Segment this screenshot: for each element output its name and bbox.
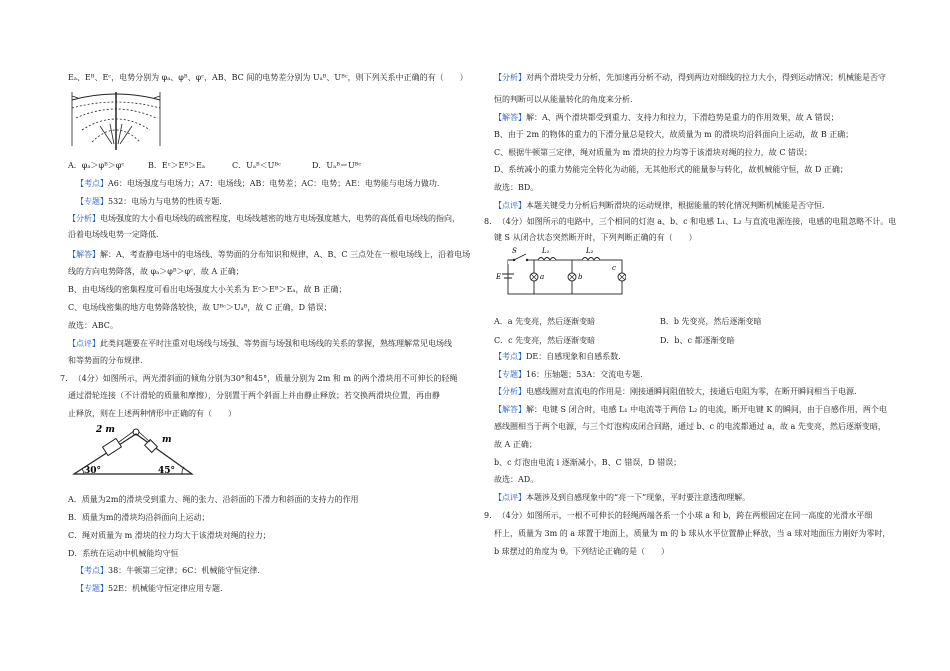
inclined-planes-figure — [70, 420, 194, 478]
q7-jieda-line-2: B、由于 2m 的物体的重力的下滑分量总是较大，故质量为 m 的滑块均沿斜面向上运动，故 B 正确； — [494, 130, 854, 139]
label-l1: L₁ — [542, 247, 550, 255]
kaodian-tag: 【考点】 — [76, 179, 108, 188]
label-l2: L₂ — [586, 247, 594, 255]
q8-jieda-line-2: 感线圈相当于两个电源，与三个灯泡构成闭合回路，通过 b、c 的电流都通过 a，故 a 先变亮，然后逐渐变暗， — [494, 422, 886, 431]
q7-option-a: A．质量为2m的滑块受到重力、绳的张力、沿斜面的下滑力和斜面的支持力的作用 — [68, 495, 359, 504]
q7-stem — [60, 373, 458, 384]
q6-dianping-line-2: 和等势面的分布规律. — [68, 356, 143, 365]
dianping-text: 此类问题要在平时注重对电场线与场强、等势面与场强和电场线的关系的掌握，熟练理解常见电场线 — [100, 339, 452, 348]
label-a: a — [540, 273, 545, 281]
q8-fenxi — [494, 386, 857, 397]
jieda-text: 解：A、两个滑块都受到重力、支持力和拉力，下滑趋势是重力的作用效果，故 A 错误； — [526, 113, 839, 122]
q7-stem-line-2: 通过滑轮连接（不计滑轮的质量和摩擦），分别置于两个斜面上并由静止释放；若交换两滑块位置，再由静 — [68, 391, 440, 400]
q9-stem-line-2: 杆上，质量为 3m 的 a 球置于地面上，质量为 m 的 b 球从水平位置静止释放，当 a 球对地面压力刚好为零时， — [494, 529, 891, 538]
q7-choose: 故选：BD。 — [494, 183, 539, 192]
zhuanti-text: 532：电场力与电势的性质专题. — [108, 197, 222, 206]
q6-jieda-line-3: B、由电场线的密集程度可看出电场强度大小关系为 Eᶜ＞Eᴮ＞Eₐ，故 B 正确； — [68, 285, 347, 294]
q6-jieda-line-4: C、电场线密集的地方电势降落较快，故 Uᴮᶜ＞Uₐᴮ，故 C 正确，D 错误； — [68, 303, 332, 312]
jieda-text: 解：电键 S 闭合时，电感 L₁ 中电流等于两倍 L₂ 的电流，断开电键 K 的瞬间，由于自感作用，两个电 — [526, 405, 887, 414]
q6-option-c: C．Uₐᴮ＜Uᴮᶜ — [232, 161, 281, 170]
fenxi-tag: 【分析】 — [494, 387, 526, 396]
q6-jieda-line-2: 线的方向电势降落，故 φₐ＞φᴮ＞φᶜ，故 A 正确； — [68, 267, 244, 276]
q7-fenxi — [494, 72, 886, 83]
q7-kaodian — [76, 565, 260, 576]
label-m: m — [162, 435, 172, 445]
q8-jieda-line-4: b、c 灯泡由电流 i 逐渐减小，B、C 错误，D 错误； — [494, 458, 682, 467]
kaodian-text: A6：电场强度与电场力；A7：电场线；AB：电势差；AC：电势；AE：电势能与电场力做功. — [108, 179, 440, 188]
q6-fenxi — [68, 213, 460, 224]
electric-field-figure — [70, 88, 162, 150]
label-s: S — [512, 247, 517, 255]
dianping-text: 本题涉及到自感现象中的“亮一下”现象，平时要注意透彻理解。 — [526, 493, 751, 502]
q6-option-b: B．Eᶜ＞Eᴮ＞Eₐ — [148, 161, 205, 170]
dianping-tag: 【点评】 — [494, 201, 526, 210]
jieda-text: 解：A、考查静电场中的电场线、等势面的分布知识和规律，A、B、C 三点处在一根电场线上，沿着电场 — [100, 250, 471, 259]
q8-choose: 故选：AD。 — [494, 475, 539, 484]
label-2m: 2 m — [96, 425, 115, 435]
q8-kaodian — [494, 351, 621, 362]
q6-fenxi-line-2: 沿着电场线电势一定降低. — [68, 230, 159, 239]
fenxi-tag: 【分析】 — [68, 214, 100, 223]
q7-jieda-line-3: C、根据牛顿第三定律，绳对质量为 m 滑块的拉力均等于该滑块对绳的拉力，故 C 错误； — [494, 148, 812, 157]
q8-option-c: C．c 先变亮，然后逐渐变暗 — [494, 336, 596, 345]
kaodian-text: 38：牛顿第三定律；6C：机械能守恒定律. — [108, 566, 260, 575]
label-45-deg: 45° — [158, 466, 176, 476]
q7-option-c: C．绳对质量为 m 滑块的拉力均大于该滑块对绳的拉力； — [68, 531, 271, 540]
kaodian-text: DE：自感现象和自感系数. — [526, 352, 621, 361]
q7-zhuanti — [76, 583, 223, 594]
q9-stem — [484, 510, 872, 521]
q6-dianping — [68, 338, 452, 349]
q6-option-d: D．Uₐᴮ＝Uᴮᶜ — [312, 161, 362, 170]
zhuanti-tag: 【专题】 — [76, 197, 108, 206]
q6-option-a: A．φₐ＞φᴮ＞φᶜ — [68, 161, 125, 170]
fenxi-text: 电感线圈对直流电的作用是：刚接通瞬间阻值较大，接通后电阻为零，在断开瞬间相当于电源. — [526, 387, 857, 396]
q9-stem-text: （4分）如图所示，一根不可伸长的轻绳两端各系一个小球 a 和 b，跨在两根固定在同一高度的光滑水平细 — [497, 511, 873, 520]
q7-fenxi-line-2: 恒的判断可以从能量转化的角度来分析. — [494, 95, 633, 104]
q6-intro: Eₐ、Eᴮ、Eᶜ，电势分别为 φₐ、φᴮ、φᶜ，AB、BC 间的电势差分别为 Uₐᴮ、Uᴮᶜ，则下列关系中正确的有（ ） — [68, 73, 468, 82]
jieda-tag: 【解答】 — [494, 405, 526, 414]
circuit-figure — [496, 246, 626, 298]
q8-option-a: A．a 先变亮，然后逐渐变暗 — [494, 317, 596, 326]
kaodian-tag: 【考点】 — [76, 566, 108, 575]
q8-number: 8. — [484, 217, 492, 226]
q9-stem-line-3: b 球摆过的角度为 θ。下列结论正确的是（ ） — [494, 547, 670, 556]
zhuanti-text: 52E：机械能守恒定律应用专题. — [108, 584, 223, 593]
fenxi-tag: 【分析】 — [494, 73, 526, 82]
q7-option-d: D．系统在运动中机械能均守恒 — [68, 549, 179, 558]
zhuanti-tag: 【专题】 — [494, 370, 526, 379]
q6-jieda — [68, 249, 470, 260]
q7-dianping — [494, 200, 825, 211]
dianping-tag: 【点评】 — [494, 493, 526, 502]
jieda-tag: 【解答】 — [494, 113, 526, 122]
q6-kaodian — [76, 178, 439, 189]
label-30-deg: 30° — [84, 466, 102, 476]
q7-jieda — [494, 112, 839, 123]
q7-stem-text: （4分）如图所示，两光滑斜面的倾角分别为30°和45°，质量分别为 2m 和 m 的两个滑块用不可伸长的轻绳 — [73, 374, 458, 383]
zhuanti-tag: 【专题】 — [76, 584, 108, 593]
q6-choose: 故选：ABC。 — [68, 321, 118, 330]
kaodian-tag: 【考点】 — [494, 352, 526, 361]
q8-stem — [484, 216, 896, 227]
fenxi-text: 对两个滑块受力分析，先加速再分析不动，得到两边对细线的拉力大小，得到运动情况；机械能是否守 — [526, 73, 886, 82]
q8-option-b: B．b 先变亮，然后逐渐变暗 — [660, 317, 762, 326]
fenxi-text: 电场强度的大小看电场线的疏密程度，电场线越密的地方电场强度越大，电势的高低看电场线的指向， — [100, 214, 460, 223]
q7-number: 7. — [60, 374, 68, 383]
q8-zhuanti — [494, 369, 643, 380]
dianping-tag: 【点评】 — [68, 339, 100, 348]
q8-stem-line-2: 键 S 从闭合状态突然断开时，下列判断正确的有（ ） — [494, 233, 697, 242]
q8-option-d: D．b、c 都逐渐变暗 — [660, 336, 735, 345]
q6-zhuanti — [76, 196, 222, 207]
q8-jieda-line-3: 故 A 正确； — [494, 440, 537, 449]
label-c: c — [612, 264, 616, 272]
q7-option-b: B．质量为m的滑块均沿斜面向上运动； — [68, 513, 210, 522]
label-b: b — [578, 273, 583, 281]
zhuanti-text: 16：压轴题；53A：交流电专题. — [526, 370, 643, 379]
label-e: E — [496, 273, 502, 281]
dianping-text: 本题关键受力分析后判断滑块的运动规律，根据能量的转化情况判断机械能是否守恒. — [526, 201, 825, 210]
q7-stem-line-3: 止释放，则在上述两种情形中正确的有（ ） — [68, 409, 236, 418]
jieda-tag: 【解答】 — [68, 250, 100, 259]
q8-jieda — [494, 404, 887, 415]
q8-dianping — [494, 492, 750, 503]
q8-stem-text: （4分）如图所示的电路中，三个相同的灯泡 a、b、c 和电感 L₁、L₂ 与直流电源连接，电感的电阻忽略不计。电 — [497, 217, 897, 226]
q9-number: 9. — [484, 511, 492, 520]
q7-jieda-line-4: D、系统减小的重力势能完全转化为动能，无其他形式的能量参与转化，故机械能守恒，故 D 正确； — [494, 165, 848, 174]
